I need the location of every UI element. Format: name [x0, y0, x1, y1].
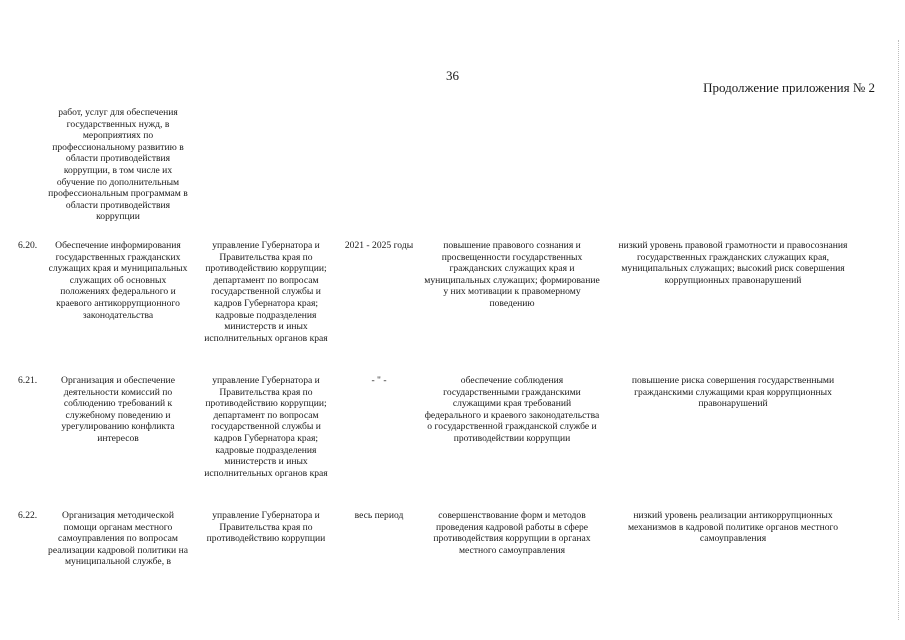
row-executor: управление Губернатора и Правительства края по противодействию коррупции; департамент по вопросам государственной службы и кадров Губернатора края; кадровые подразделения министерств и иных исполнительных органов края: [204, 240, 328, 344]
row-number: 6.21.: [18, 375, 38, 386]
row-measure: Обеспечение информирования государственных гражданских служащих края и муниципальных служащих об основных положениях федерального и краевого антикоррупционного законодательства: [48, 240, 188, 321]
row-measure: Организация методической помощи органам местного самоуправления по вопросам реализации кадровой политики на муниципальной службе, в: [48, 510, 188, 568]
row-consequence: низкий уровень правовой грамотности и правосознания государственных гражданских служащих края, муниципальных служащих; высокий риск совершения коррупционных правонарушений: [618, 240, 848, 286]
row-consequence: низкий уровень реализации антикоррупционных механизмов в кадровой политике органов местного самоуправления: [627, 510, 839, 545]
row-result: совершенствование форм и методов проведения кадровой работы в сфере противодействия коррупции в органах местного самоуправления: [433, 510, 591, 556]
row-result: повышение правового сознания и просвещенности государственных гражданских служащих края и муниципальных служащих; формирование у них мотивации к правомерному поведению: [424, 240, 600, 309]
continued-measure-cell: работ, услуг для обеспечения государственных нужд, в мероприятиях по профессиональному развитию в области противодействия коррупции, в том числе их обучение по дополнительным профессиональным программам в области противодействия коррупции: [48, 107, 188, 223]
row-measure: Организация и обеспечение деятельности комиссий по соблюдению требований к служебному поведению и урегулированию конфликта интересов: [61, 375, 175, 444]
row-executor: управление Губернатора и Правительства края по противодействию коррупции; департамент по вопросам государственной службы и кадров Губернатора края; кадровые подразделения министерств и иных исполнительных органов края: [204, 375, 328, 479]
row-term: - " -: [371, 375, 387, 386]
page-number: 36: [446, 68, 459, 83]
row-term: весь период: [354, 510, 404, 521]
row-number: 6.20.: [18, 240, 38, 251]
row-term: 2021 - 2025 годы: [344, 240, 414, 251]
row-number: 6.22.: [18, 510, 38, 521]
row-result: обеспечение соблюдения государственными гражданскими служащими края требований федерального и краевого законодательства о государственной гражданской службе и противодействии коррупции: [424, 375, 600, 444]
continuation-title: Продолжение приложения № 2: [703, 80, 875, 95]
row-executor: управление Губернатора и Правительства края по противодействию коррупции: [206, 510, 326, 545]
row-consequence: повышение риска совершения государственными гражданскими служащими края коррупционных правонарушений: [631, 375, 835, 410]
scan-edge-marks: [897, 40, 899, 620]
